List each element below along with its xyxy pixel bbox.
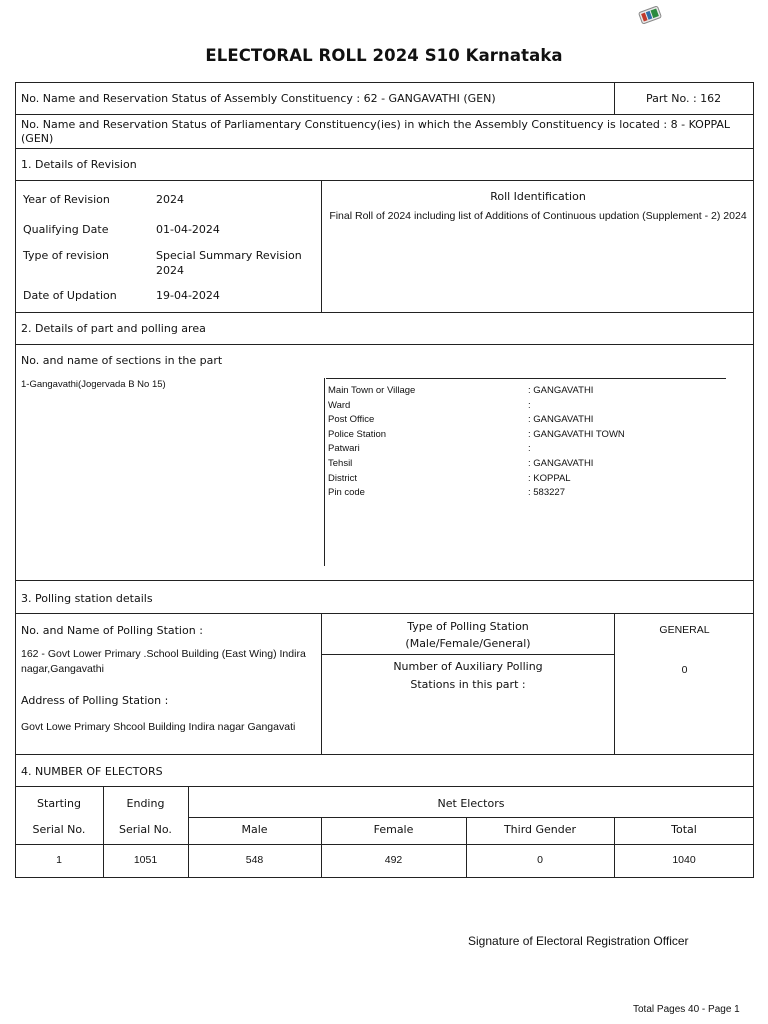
area-detail-label: Main Town or Village [328,385,416,396]
assembly-constituency: No. Name and Reservation Status of Assembly Constituency : 62 - GANGAVATHI (GEN) [21,92,496,105]
section-entry: 1-Gangavathi(Jogervada B No 15) [21,379,166,390]
total-count: 1040 [672,854,696,866]
type-value: Special Summary Revision 2024 [156,249,302,277]
page-title: ELECTORAL ROLL 2024 S10 Karnataka [205,46,563,65]
area-detail-value: : GANGAVATHI TOWN [528,428,625,440]
station-address-label: Address of Polling Station : [21,694,169,707]
details-top-rule [326,378,726,379]
area-detail-value: : GANGAVATHI [528,458,594,469]
area-detail-value: : 583227 [528,487,565,499]
type-label: Type of revision [23,249,109,262]
starting-header-1: Starting [37,797,81,810]
polling-area-section-title: 2. Details of part and polling area [21,322,206,335]
revision-section-title: 1. Details of Revision [21,158,137,171]
aux-stations-value: 0 [681,664,688,676]
updation-value: 19-04-2024 [156,289,220,302]
area-detail-label: Tehsil [328,458,353,469]
qualifying-label: Qualifying Date [23,223,109,236]
station-type-label-2: (Male/Female/General) [405,637,531,650]
updation-label: Date of Updation [23,289,117,302]
station-address-value: Govt Lowe Primary Shcool Building Indira nagar Gangavati [21,721,296,733]
polling-station-section-title: 3. Polling station details [21,592,153,605]
station-type-value: GENERAL [659,624,710,636]
male-count: 548 [245,854,264,866]
ending-serial-value: 1051 [133,854,158,866]
roll-identification-title: Roll Identification [490,190,586,203]
aux-stations-label-1: Number of Auxiliary Polling [393,660,543,673]
station-name-label: No. and Name of Polling Station : [21,624,203,637]
area-detail-value: : KOPPAL [528,472,571,484]
area-detail-label: Patwari [328,443,360,455]
area-detail-label: Police Station [328,428,387,440]
area-detail-label: District [328,472,358,484]
third-gender-count: 0 [537,854,543,866]
area-detail-value: : [528,399,531,411]
male-header: Male [241,823,268,836]
year-label: Year of Revision [23,193,110,206]
ending-header-2: Serial No. [119,823,172,836]
total-header: Total [671,823,697,836]
area-detail-value: : [528,443,531,455]
details-left-rule [324,378,325,566]
station-type-label-1: Type of Polling Station [407,620,529,633]
area-detail-label: Ward [328,399,351,411]
roll-identification-text: Final Roll of 2024 including list of Additions of Continuous updation (Supplement - 2) 2024 [329,210,747,222]
starting-serial-value: 1 [56,854,62,866]
part-number: Part No. : 162 [646,92,722,105]
electors-section-title: 4. NUMBER OF ELECTORS [21,765,163,778]
station-name-value: 162 - Govt Lower Primary .School Building (East Wing) Indira nagar,Gangavathi [21,648,306,675]
ending-header-1: Ending [126,797,165,810]
female-count: 492 [384,854,403,866]
year-value: 2024 [156,193,184,206]
election-commission-logo-icon [636,4,664,26]
parliamentary-constituency: No. Name and Reservation Status of Parliamentary Constituency(ies) in which the Assembly Constituency is located : 8 - KOPPAL (GEN) [21,118,731,145]
net-electors-header: Net Electors [437,797,505,810]
area-detail-label: Post Office [328,414,375,426]
qualifying-value: 01-04-2024 [156,223,220,236]
aux-stations-label-2: Stations in this part : [410,678,526,691]
area-detail-value: : GANGAVATHI [528,414,594,426]
third-gender-header: Third Gender [503,823,577,836]
sections-title: No. and name of sections in the part [21,354,223,367]
area-detail-value: : GANGAVATHI [528,385,594,396]
signature-label: Signature of Electoral Registration Officer [468,934,689,948]
area-detail-label: Pin code [328,487,365,499]
female-header: Female [373,823,414,836]
starting-header-2: Serial No. [32,823,86,836]
page-number: Total Pages 40 - Page 1 [633,1004,740,1015]
